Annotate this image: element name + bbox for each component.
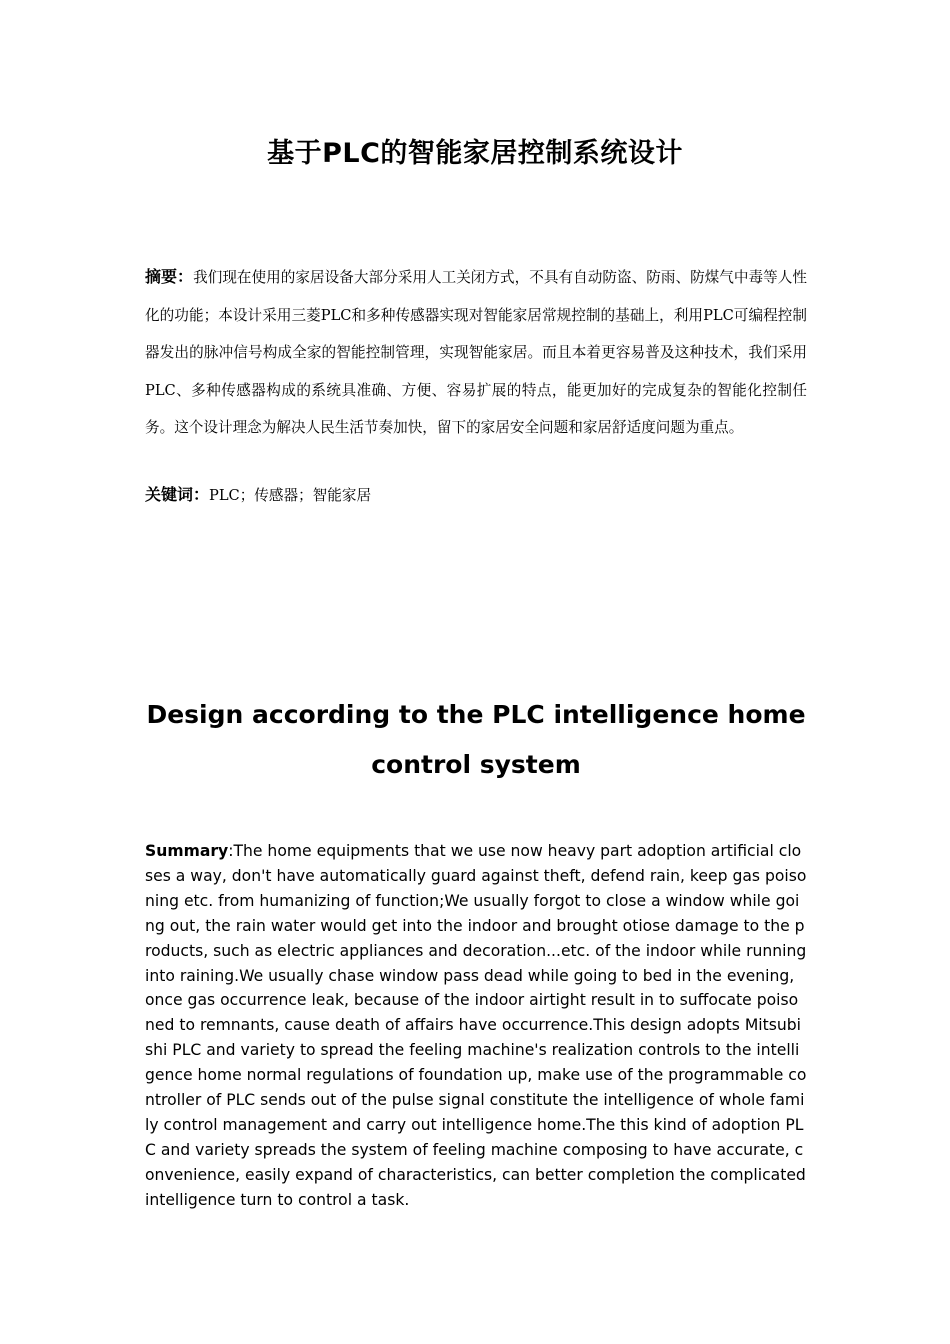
chinese-keywords [145, 480, 807, 511]
chinese-abstract [145, 258, 807, 447]
english-summary [145, 839, 807, 1213]
english-title: Design according to the PLC intelligence home control system [146, 700, 806, 779]
chinese-abstract-text: 我们现在使用的家居设备大部分采用人工关闭方式，不具有自动防盗、防雨、防煤气中毒等人性化的功能；本设计采用三菱PLC和多种传感器实现对智能家居常规控制的基础上，利用PLC可编程控制器发出的脉冲信号构成全家的智能控制管理，实现智能家居。而且本着更容易普及这种技术，我们采用PLC、多种传感器构成的系统具准确、方便、容易扩展的特点，能更加好的完成复杂的智能化控制任务。这个设计理念为解决人民生活节奏加快，留下的家居安全问题和家居舒适度问题为重点。 [145, 269, 807, 436]
english-summary-text: :The home equipments that we use now heavy part adoption artificial closes a way, don't have automatically guard against theft, defend rain, keep gas poisoning etc. from humanizing of function;We usually forgot to close a window while going out, the rain water would get into the indoor and brought otiose damage to the products, such as electric appliances and decoration...etc. of the indoor while running into raining.We usually chase window pass dead while going to bed in the evening, once gas occurrence leak, because of the indoor airtight result in to suffocate poisoned to remnants, cause death of affairs have occurrence.This design adopts Mitsubishi PLC and variety to spread the feeling machine's realization controls to the intelligence home normal regulations of foundation up, make use of the programmable controller of PLC sends out of the pulse signal constitute the intelligence of whole family control management and carry out intelligence home.The this kind of adoption PLC and variety spreads the system of feeling machine composing to have accurate, convenience, easily expand of characteristics, can better completion the complicated intelligence turn to control a task. [145, 842, 807, 1209]
chinese-keywords-label: 关键词： [145, 485, 210, 504]
chinese-title: 基于PLC的智能家居控制系统设计 [267, 138, 683, 169]
english-summary-label: Summary [145, 842, 229, 860]
chinese-abstract-label: 摘要： [145, 267, 194, 286]
chinese-keywords-text: PLC；传感器；智能家居 [209, 487, 372, 504]
